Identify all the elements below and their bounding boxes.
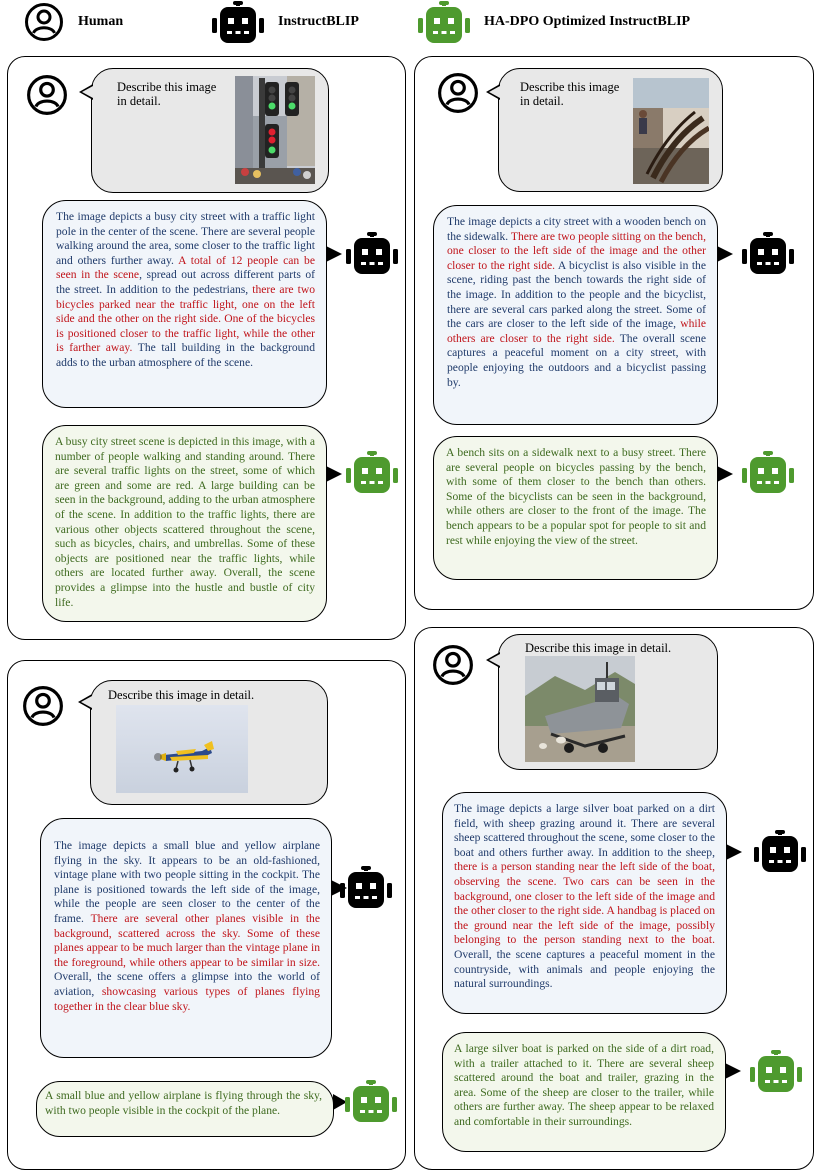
bubble-tail (726, 844, 742, 860)
traffic-light-photo (235, 76, 315, 184)
hallucination-segment: There are two people sitting on the bench, one closer to the left side of the image and the other closer to the right side. (447, 229, 706, 272)
robot-icon (742, 232, 794, 274)
response-segment: The image depicts a large silver boat parked on a dirt field, with sheep grazing around it. There are several sheep scattered throughout the scene, some closer to the boat and others further away. In addition to the sheep, (454, 802, 715, 859)
hallucination-segment: A total of 12 people can be seen in the scene (56, 253, 315, 282)
hallucination-segment: there are two bicycles parked near the traffic light, one on the left side and the other on the right side. One of the bicycles is positioned closer to the traffic light, while the other is farther away. (56, 282, 315, 355)
response-segment: , spread out across different parts of the street. In addition to the pedestrians, (56, 268, 315, 296)
bubble-tail (717, 466, 733, 482)
response-segment: The image depicts a small blue and yellow airplane flying in the sky. It appears to be an old-fashioned, vintage plane with two people sitting in the cockpit. The plane is positioned towards the left side of the image, while the people are seen closer to the center of the frame. (54, 839, 320, 925)
response-segment: The tall building in the background adds to the urban atmosphere of the scene. (56, 341, 316, 369)
response-text: A small blue and yellow airplane is flying through the sky, with two people visible in the cockpit of the plane. (45, 1089, 322, 1117)
human-icon (437, 72, 479, 114)
green-robot-icon (750, 1050, 802, 1092)
prompt-text (117, 80, 216, 108)
bench-illustration (633, 78, 709, 184)
prompt-text (525, 641, 671, 655)
green-robot-icon (418, 1, 470, 43)
prompt-line: in detail. (117, 94, 161, 108)
robot-icon (754, 830, 806, 872)
hadpo-response (36, 1081, 334, 1137)
hallucination-segment: while others are closer to the right side. (447, 317, 706, 345)
legend-human-label: Human (78, 14, 124, 29)
prompt-line: Describe this image (520, 80, 620, 94)
response-segment: The image depicts a city street with a wooden bench on the sidewalk. (447, 215, 706, 243)
instructblip-response (442, 792, 727, 1014)
hadpo-response (433, 436, 718, 580)
human-icon (24, 2, 64, 42)
hallucination-segment: showcasing various types of planes flying together in the clear blue sky. (54, 984, 320, 1013)
instructblip-response (433, 205, 718, 425)
instructblip-response (40, 818, 332, 1058)
robot-icon (340, 866, 392, 908)
bubble-tail (326, 466, 342, 482)
bubble-tail-fill (489, 654, 500, 666)
human-icon (26, 74, 68, 116)
bubble-tail-fill (489, 86, 500, 98)
legend-hadpo-label: HA-DPO Optimized InstructBLIP (484, 14, 691, 29)
green-robot-icon (345, 1080, 397, 1122)
response-segment: A bicyclist is also visible in the scene, riding past the bench towards the right side of the image. In addition to the people and the bicyclist, there are several cars parked along the street. Some of the cars are closer to the left side of the image, (447, 258, 706, 331)
prompt-line: Describe this image in detail. (525, 641, 672, 655)
human-icon (432, 644, 474, 686)
prompt-text (520, 80, 619, 108)
prompt-line: in detail. (520, 94, 564, 108)
boat-illustration (525, 656, 635, 762)
prompt-line: Describe this image (117, 80, 217, 94)
bench-photo (633, 78, 709, 184)
response-text: A large silver boat is parked on the side of a dirt road, with a trailer attached to it. There are several sheep scattered around the boat and trailer, grazing in the area. Some of the sheep are closer to the trailer, while others are further away. The sheep appear to be relaxed and comfortable in their surroundings. (454, 1042, 714, 1128)
robot-icon (346, 232, 398, 274)
boat-photo (525, 656, 635, 762)
response-text: A busy city street scene is depicted in this image, with a number of people walking and standing around. There are several traffic lights on the street, some of which are green and some are red. A large building can be seen in the background, adding to the urban atmosphere of the scene. In addition to the traffic lights, there are various other objects scattered throughout the scene, such as bicycles, chairs, and umbrellas. Some of these objects are positioned near the traffic lights, while others are located further away. Overall, the scene provides a glimpse into the hustle and bustle of city life. (55, 435, 315, 609)
response-segment: Overall, the scene captures a peaceful moment in the countryside, with animals and people enjoying the natural surroundings. (454, 947, 715, 991)
prompt-line: Describe this image in detail. (108, 688, 255, 702)
legend-hadpo (418, 0, 690, 44)
hadpo-response (42, 425, 327, 622)
legend-instructblip-label: InstructBLIP (278, 14, 359, 29)
green-robot-icon (742, 451, 794, 493)
bubble-tail (725, 1063, 741, 1079)
bubble-tail (326, 246, 342, 262)
instructblip-response (42, 200, 327, 408)
prompt-text (108, 688, 254, 702)
bubble-tail-fill (81, 696, 92, 708)
hallucination-segment: There are several other planes visible in the background, scattered across the sky. Some of these planes appear to be much larger than the vintage plane in the foreground, while others appear to be similar in size. (54, 911, 320, 969)
bubble-tail (717, 246, 733, 262)
human-icon (22, 685, 64, 727)
response-segment: The overall scene captures a peaceful moment on a city street, with people enjoying the outdoors and a bicyclist passing by. (447, 331, 706, 389)
airplane-photo (116, 705, 248, 793)
traffic-light-illustration (235, 76, 315, 184)
legend-human (24, 0, 123, 44)
response-segment: Overall, the scene offers a glimpse into the world of aviation, (54, 970, 320, 998)
green-robot-icon (346, 451, 398, 493)
airplane-illustration (116, 705, 248, 793)
hadpo-response (442, 1032, 726, 1152)
legend-instructblip (212, 0, 359, 44)
response-segment: The image depicts a busy city street with a traffic light pole in the center of the scene. There are several people walking around the area, some closer to the traffic light and others further away. (56, 210, 315, 267)
hallucination-segment: there is a person standing near the left side of the boat, observing the scene. Two cars can be seen in the background, one closer to the left side of the image and the other closer to the right side. A handbag is placed on the ground near the left side of the image, possibly belonging to the person standing next to the boat. (454, 860, 715, 947)
response-text: A bench sits on a sidewalk next to a busy street. There are several people on bicycles passing by the bench, with some of them closer to the bench than others. Some of the bicyclists can be seen in the background, while others are closer to the front of the image. The bench appears to be a popular spot for people to sit and rest while enjoying the view of the street. (446, 446, 706, 547)
bubble-tail-fill (82, 86, 93, 98)
robot-icon (212, 1, 264, 43)
